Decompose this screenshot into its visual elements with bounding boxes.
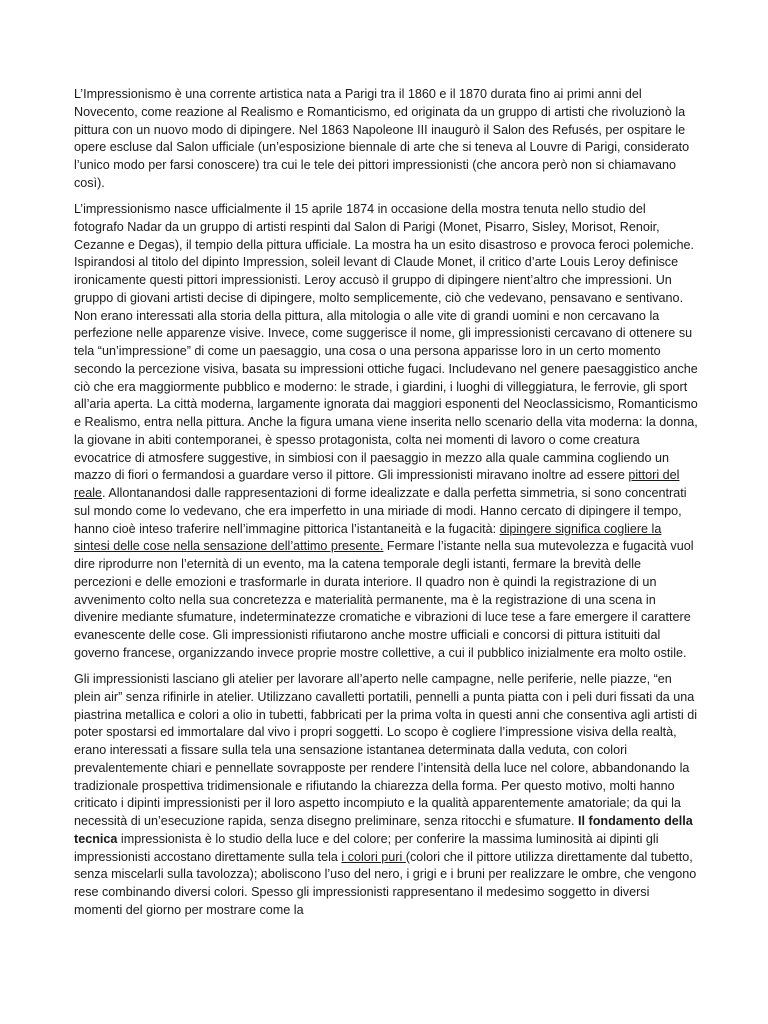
paragraph-3: [74, 671, 698, 920]
text-run: L’Impressionismo è una corrente artistica nata a Parigi tra il 1860 e il 1870 durata fino ai primi anni del Novecento, come reazione al Realismo e Romanticismo, ed originata da un gruppo di artisti che rivoluzionò la pittura con un nuovo modo di dipingere. Nel 1863 Napoleone III inaugurò il Salon des Refusés, per ospitare le opere escluse dal Salon ufficiale (un’esposizione biennale di arte che si teneva al Louvre di Parigi, considerato l’unico modo per farsi conoscere) tra cui le tele dei pittori impressionisti (che ancora però non si chiamavano così).: [74, 87, 690, 190]
text-run: . Allontanandosi dalle rappresentazioni di forme idealizzate e dalla perfetta simmetria, si sono concentrati sul mondo come lo vedevano, che era imperfetto in una miriade di modi. Hanno cercato di dipingere il tempo, hanno cioè inteso traferire nell’immagine pittorica l’istantaneità e la fugacità:: [74, 486, 687, 536]
paragraph-2: [74, 201, 698, 663]
underlined-text: i colori puri: [341, 849, 406, 864]
paragraph-1: [74, 86, 698, 193]
underlined-text: pittori del reale: [74, 468, 680, 500]
text-run: Fermare l’istante nella sua mutevolezza e fugacità vuol dire riprodurre non l’eternità di un evento, ma la catena temporale degli istanti, fermare la brevità delle percezioni e delle emozioni e trasformarle in durata interiore. Il quadro non è quindi la registrazione di un avvenimento colto nella sua concretezza e materialità permanente, ma è la registrazione di una scena in divenire mediante sfumature, indeterminatezze cromatiche e vibrazioni di luce tese a fare emergere il carattere evanescente delle cose. Gli impressionisti rifiutarono anche mostre ufficiali e concorsi di pittura istituiti dal governo francese, organizzando invece proprie mostre collettive, a cui il pubblico inizialmente era molto ostile.: [74, 539, 694, 660]
document-body: [74, 86, 698, 928]
text-run: Gli impressionisti lasciano gli atelier per lavorare all’aperto nelle campagne, nelle periferie, nelle piazze, “en plein air” senza rifinirle in atelier. Utilizzano cavalletti portatili, pennelli a punta piatta con i peli duri fissati da una piastrina metallica e colori a olio in tubetti, fabbricati per la prima volta in questi anni che consentiva agli artisti di poter spostarsi ed immortalare dal vivo i propri soggetti. Lo scopo è cogliere l’impressione visiva della realtà, erano interessati a fissare sulla tela una sensazione istantanea determinata dalla veduta, con colori prevalentemente chiari e pennellate sovrapposte per rendere l’intensità della luce nel colore, abbandonando la tradizionale prospettiva tridimensionale e rifiutando la chiarezza della forma. Per questo motivo, molti hanno criticato i dipinti impressionisti per il loro aspetto incompiuto e la qualità apparentemente amatoriale; da qui la necessità di un’esecuzione rapida, senza disegno preliminare, senza ritocchi e sfumature.: [74, 672, 698, 828]
text-run: L’impressionismo nasce ufficialmente il 15 aprile 1874 in occasione della mostra tenuta nello studio del fotografo Nadar da un gruppo di artisti respinti dal Salon di Parigi (Monet, Pisarro, Sisley, Morisot, Renoir, Cezanne e Degas), il tempio della pittura ufficiale. La mostra ha un esito disastroso e provoca feroci polemiche. Ispirandosi al titolo del dipinto Impression, soleil levant di Claude Monet, il critico d’arte Louis Leroy definisce ironicamente questi pittori impressionisti. Leroy accusò il gruppo di dipingere nient’altro che impressioni. Un gruppo di giovani artisti decise di dipingere, molto semplicemente, ciò che vedevano, pensavano e sentivano. Non erano interessati alla storia della pittura, alla mitologia o alle vite di grandi uomini e non cercavano la perfezione nelle apparenze visive. Invece, come suggerisce il nome, gli impressionisti cercavano di ottenere su tela “un’impressione” di come un paesaggio, una cosa o una persona apparisse loro in un certo momento secondo la percezione visiva, basata su impressioni ottiche fugaci. Includevano nel genere paesaggistico anche ciò che era maggiormente pubblico e moderno: le strade, i giardini, i luoghi di villeggiatura, le ferrovie, gli sport all’aria aperta. La città moderna, largamente ignorata dai maggiori esponenti del Neoclassicismo, Romanticismo e Realismo, entra nella pittura. Anche la figura umana viene inserita nello scenario della vita moderna: la donna, la giovane in abiti contemporanei, è spesso protagonista, colta nei momenti di lavoro o come creatura evocatrice di atmosfere suggestive, in simbiosi con il paesaggio in mezzo alla quale cammina cogliendo un mazzo di fiori o fermandosi a guardare verso il pittore. Gli impressionisti miravano inoltre ad essere: [74, 202, 698, 483]
bold-text: Il fondamento della tecnica: [74, 814, 693, 846]
text-run: impressionista è lo studio della luce e del colore; per conferire la massima luminosità ai dipinti gli impressionisti accostano direttamente sulla tela: [74, 831, 659, 864]
underlined-text: dipingere significa cogliere la sintesi delle cose nella sensazione dell’attimo presente.: [74, 521, 662, 554]
text-run: (colori che il pittore utilizza direttamente dal tubetto, senza miscelarli sulla tavolozza); aboliscono l’uso del nero, i grigi e i bruni per realizzare le ombre, che vengono rese combinando diversi colori. Spesso gli impressionisti rappresentano il medesimo soggetto in diversi momenti del giorno per mostrare come la: [74, 849, 697, 917]
